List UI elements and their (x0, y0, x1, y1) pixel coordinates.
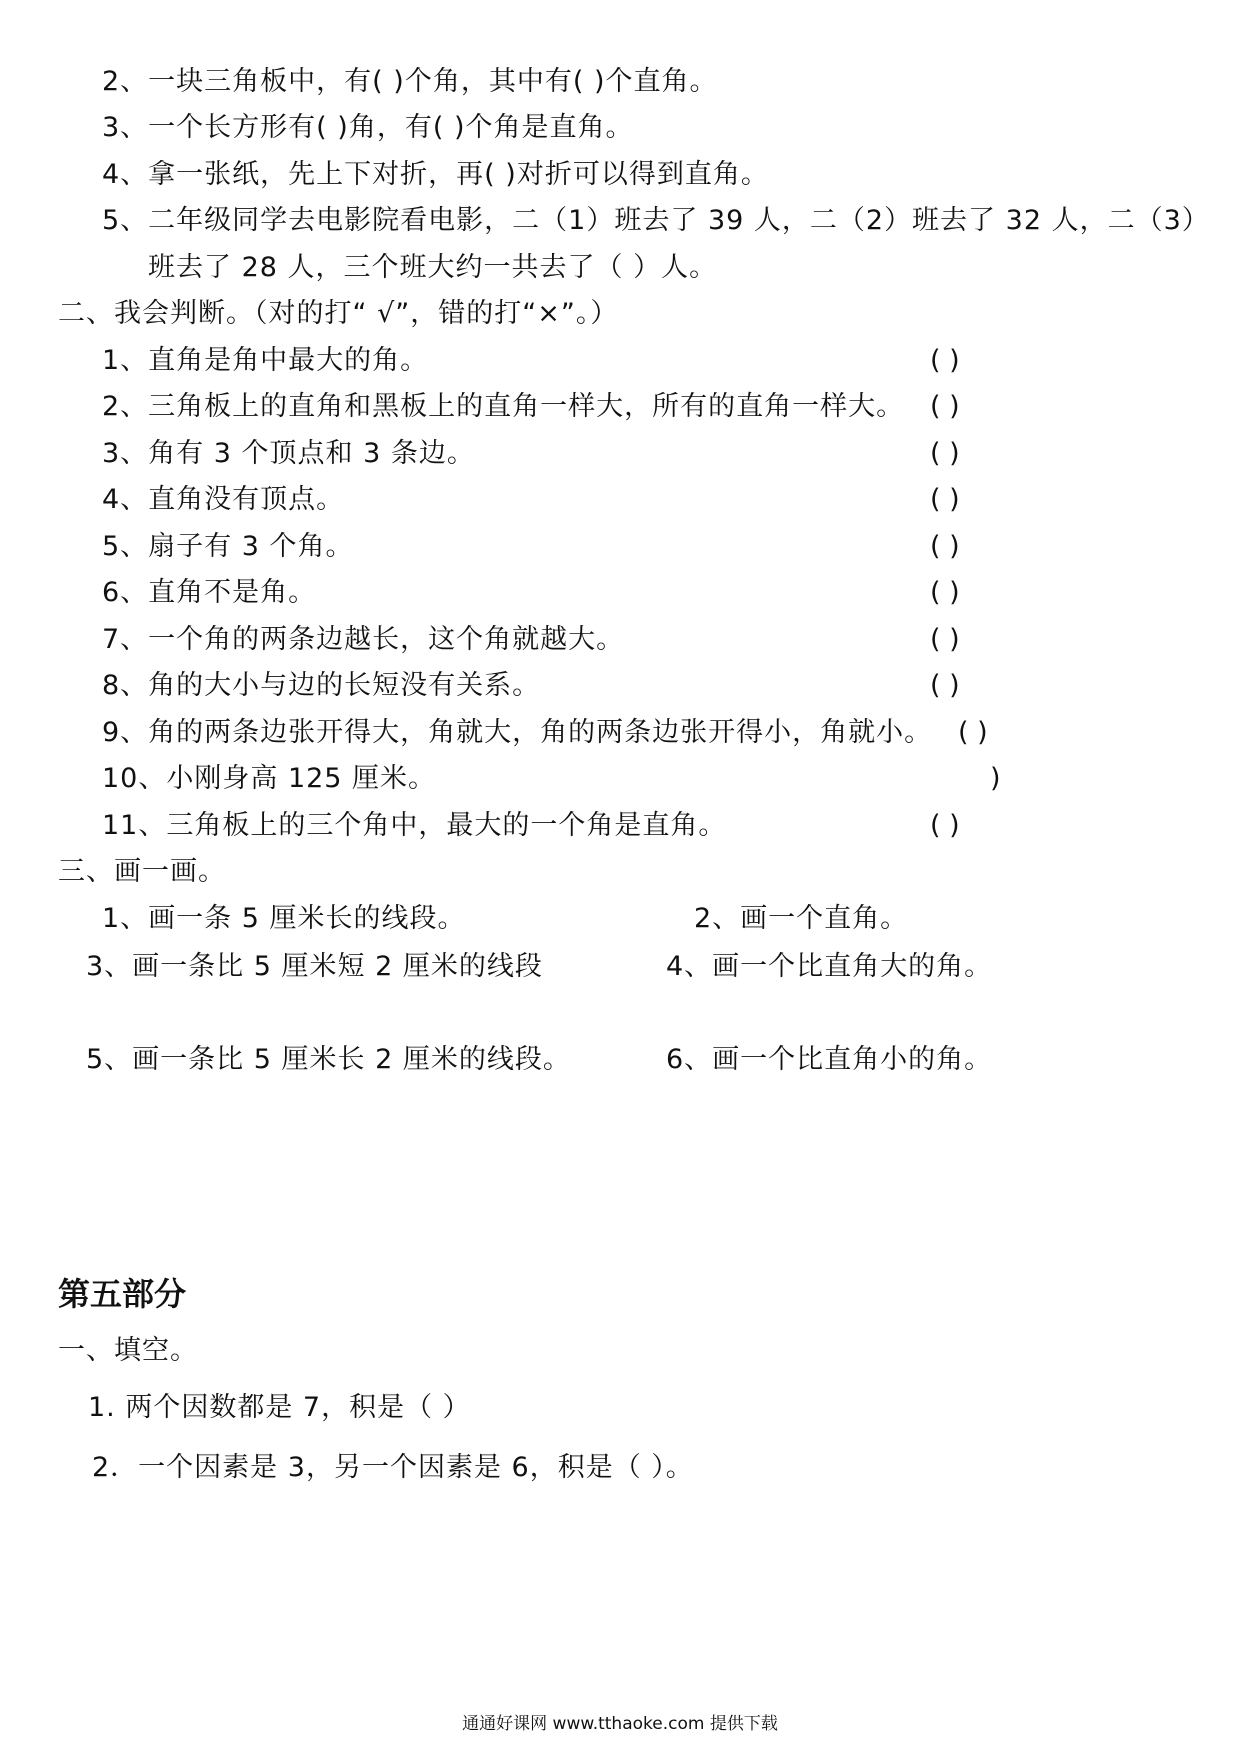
page-footer: 通通好课网 www.tthaoke.com 提供下载 (462, 1714, 778, 1734)
judge-answer-paren-11: ( ) (930, 810, 960, 841)
judge-item-10: 10、小刚身高 125 厘米。 (102, 763, 437, 794)
judge-answer-paren-10: ) (990, 763, 1001, 794)
judge-item-7: 7、一个角的两条边越长，这个角就越大。 (102, 624, 625, 655)
judge-item-6: 6、直角不是角。 (102, 577, 317, 608)
judge-item-9: 9、角的两条边张开得大，角就大，角的两条边张开得小，角就小。 (102, 717, 933, 748)
judge-answer-paren-2: ( ) (930, 391, 960, 422)
judge-answer-paren-1: ( ) (930, 345, 960, 376)
draw-item-4: 4、画一个比直角大的角。 (666, 951, 993, 982)
part5-item-2: 2．一个因素是 3，另一个因素是 6，积是（ ）。 (92, 1452, 694, 1483)
judge-item-1: 1、直角是角中最大的角。 (102, 345, 429, 376)
judge-answer-paren-5: ( ) (930, 531, 960, 562)
part5-title: 第五部分 (58, 1275, 187, 1313)
judge-item-2: 2、三角板上的直角和黑板上的直角一样大，所有的直角一样大。 (102, 391, 905, 422)
judge-heading: 二、我会判断。（对的打“ √”，错的打“×”。） (58, 298, 619, 329)
judge-item-4: 4、直角没有顶点。 (102, 484, 345, 515)
fill-item-4: 4、拿一张纸，先上下对折，再( )对折可以得到直角。 (102, 159, 769, 190)
judge-answer-paren-3: ( ) (930, 438, 960, 469)
judge-answer-paren-6: ( ) (930, 577, 960, 608)
judge-answer-paren-4: ( ) (930, 484, 960, 515)
part5-heading: 一、填空。 (58, 1335, 198, 1366)
draw-heading: 三、画一画。 (58, 856, 226, 887)
draw-item-3: 3、画一条比 5 厘米短 2 厘米的线段 (86, 951, 543, 982)
draw-item-6: 6、画一个比直角小的角。 (666, 1044, 993, 1075)
judge-item-5: 5、扇子有 3 个角。 (102, 531, 354, 562)
judge-answer-paren-8: ( ) (930, 670, 960, 701)
fill-item-3: 3、一个长方形有( )角，有( )个角是直角。 (102, 112, 634, 143)
judge-item-8: 8、角的大小与边的长短没有关系。 (102, 670, 541, 701)
draw-item-2: 2、画一个直角。 (694, 903, 909, 934)
judge-answer-paren-9: ( ) (958, 717, 988, 748)
part5-item-1: 1. 两个因数都是 7，积是（ ） (88, 1392, 471, 1423)
fill-item-5-continued: 班去了 28 人，三个班大约一共去了（ ）人。 (148, 252, 718, 283)
draw-item-1: 1、画一条 5 厘米长的线段。 (102, 903, 466, 934)
draw-item-5: 5、画一条比 5 厘米长 2 厘米的线段。 (86, 1044, 571, 1075)
fill-item-5: 5、二年级同学去电影院看电影，二（1）班去了 39 人，二（2）班去了 32 人，二（3） (102, 205, 1210, 236)
judge-item-11: 11、三角板上的三个角中，最大的一个角是直角。 (102, 810, 727, 841)
judge-item-3: 3、角有 3 个顶点和 3 条边。 (102, 438, 475, 469)
fill-item-2: 2、一块三角板中，有( )个角，其中有( )个直角。 (102, 66, 718, 97)
judge-answer-paren-7: ( ) (930, 624, 960, 655)
